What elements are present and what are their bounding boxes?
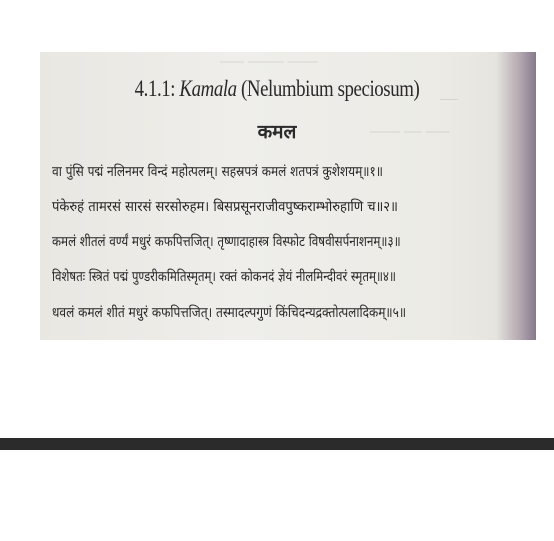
section-heading <box>50 76 504 102</box>
verse-line-1: वा पुंसि पद्मं नलिनमर विन्दं महोत्पलम्। सहस्रपत्रं कमलं शतपत्रं कुशेशयम्॥१॥ <box>52 164 383 180</box>
verse-line-5: धवलं कमलं शीतं मधुरं कफपित्तजित्। तस्मादल्पगुणं किंचिदन्यद्रक्तोत्पलादिकम्॥५॥ <box>52 305 407 321</box>
verse-line-3: कमलं शीतलं वर्ण्यं मधुरं कफपित्तजित्। तृष्णादाहास्त्र विस्फोट विषवीसर्पनाशनम्॥३॥ <box>52 234 401 250</box>
show-through-text: ⎯⎯ <box>440 88 458 109</box>
show-through-text: ⎯⎯⎯⎯⎯ ⎯⎯⎯ ⎯⎯⎯⎯ <box>370 124 450 138</box>
sanskrit-title: कमल <box>257 121 297 143</box>
bottom-divider-bar <box>0 438 554 450</box>
verse-line-2: पंकेरुहं तामरसं सारसं सरसोरुहम। बिसप्रसूनराजीवपुष्कराम्भोरुहाणि च॥२॥ <box>52 199 398 215</box>
heading-name: Kamala <box>179 76 237 101</box>
heading-binomial: (Nelumbium speciosum) <box>236 76 420 101</box>
verse-line-4: विशेषतः स्त्रितं पद्मं पुण्डरीकमितिस्मृतम्। रक्तं कोकनदं ज्ञेयं नीलमिन्दीवरं स्मृतम्॥४॥ <box>52 269 396 285</box>
show-through-text: ⎯⎯⎯⎯ ⎯⎯⎯⎯⎯⎯ ⎯⎯⎯⎯⎯ <box>220 54 318 68</box>
heading-prefix: 4.1.1: <box>134 76 180 101</box>
